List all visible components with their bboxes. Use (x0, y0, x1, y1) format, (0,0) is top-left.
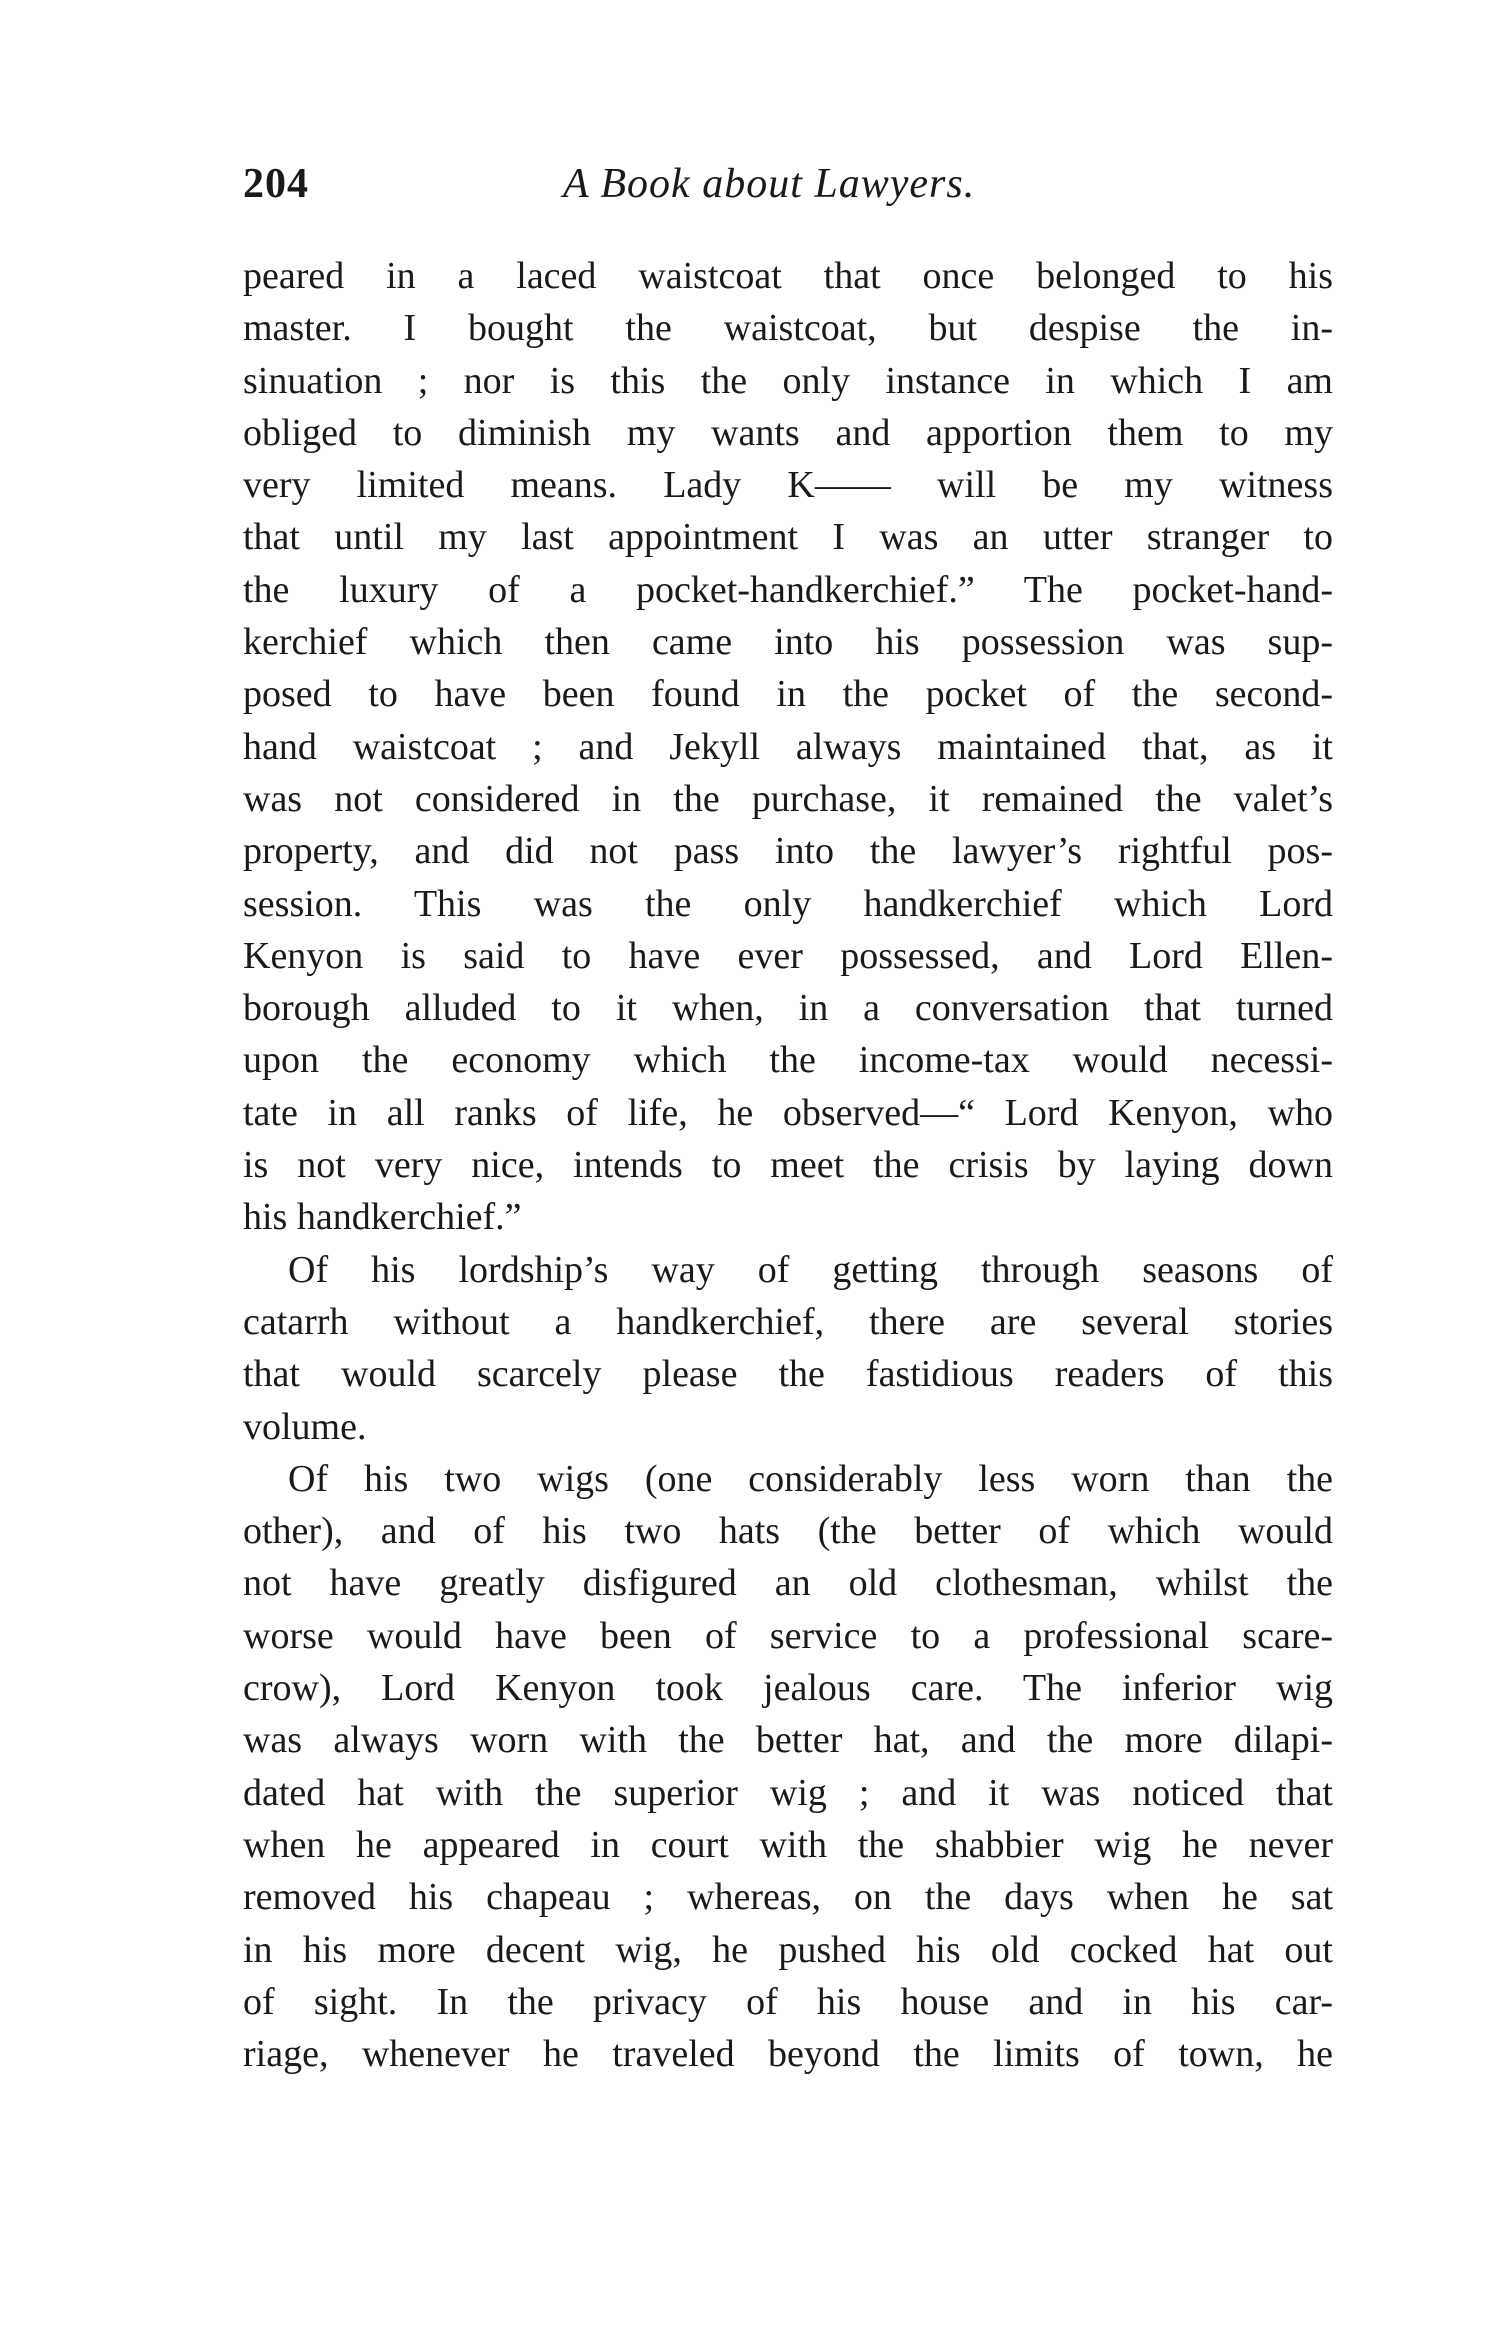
body-text (243, 250, 1333, 2080)
paragraph (243, 1244, 1333, 1453)
text-line: Of his lordship’s way of getting through seasons of (288, 1248, 1333, 1291)
text-line: volume. (243, 1405, 367, 1448)
text-line: was always worn with the better hat, and the more dilapi- (243, 1719, 1333, 1762)
text-line: removed his chapeau ; whereas, on the days when he sat (243, 1876, 1333, 1919)
paragraph (243, 250, 1333, 1244)
text-line: is not very nice, intends to meet the crisis by laying down (243, 1144, 1333, 1187)
text-line: master. I bought the waistcoat, but despise the in- (243, 307, 1333, 350)
text-line: Kenyon is said to have ever possessed, and Lord Ellen- (243, 934, 1333, 977)
text-line: very limited means. Lady K—— will be my witness (243, 464, 1333, 507)
running-title: A Book about Lawyers. (563, 161, 976, 207)
text-line: Of his two wigs (one considerably less worn than the (288, 1457, 1333, 1500)
text-line: other), and of his two hats (the better of which would (243, 1510, 1333, 1553)
text-line: that would scarcely please the fastidious readers of this (243, 1353, 1333, 1396)
text-line: not have greatly disfigured an old clothesman, whilst the (243, 1562, 1333, 1605)
text-line: his handkerchief.” (243, 1196, 522, 1239)
text-line: posed to have been found in the pocket of the second- (243, 673, 1333, 716)
page-number: 204 (243, 161, 309, 207)
text-line: peared in a laced waistcoat that once belonged to his (243, 255, 1333, 297)
text-line: when he appeared in court with the shabbier wig he never (243, 1823, 1333, 1866)
running-head (243, 160, 1333, 220)
text-line: crow), Lord Kenyon took jealous care. The inferior wig (243, 1667, 1333, 1710)
text-line: riage, whenever he traveled beyond the limits of town, he (243, 2033, 1333, 2076)
text-line: of sight. In the privacy of his house and in his car- (243, 1980, 1333, 2023)
text-line: the luxury of a pocket-handkerchief.” The pocket-hand- (243, 568, 1333, 611)
text-line: tate in all ranks of life, he observed—“ Lord Kenyon, who (243, 1091, 1333, 1134)
text-line: upon the economy which the income-tax would necessi- (243, 1039, 1333, 1082)
text-line: kerchief which then came into his possession was sup- (243, 621, 1333, 664)
text-line: was not considered in the purchase, it remained the valet’s (243, 777, 1333, 820)
text-line: worse would have been of service to a professional scare- (243, 1614, 1333, 1657)
text-line: that until my last appointment I was an utter stranger to (243, 516, 1333, 559)
text-line: sinuation ; nor is this the only instance in which I am (243, 359, 1333, 402)
text-line: borough alluded to it when, in a conversation that turned (243, 987, 1333, 1030)
text-line: catarrh without a handkerchief, there are several stories (243, 1300, 1333, 1343)
text-line: in his more decent wig, he pushed his old cocked hat out (243, 1928, 1333, 1971)
text-line: hand waistcoat ; and Jekyll always maintained that, as it (243, 725, 1333, 768)
text-line: property, and did not pass into the lawyer’s rightful pos- (243, 830, 1333, 873)
text-line: obliged to diminish my wants and apportion them to my (243, 411, 1333, 454)
text-line: session. This was the only handkerchief which Lord (243, 882, 1333, 925)
paragraph (243, 1453, 1333, 2081)
text-line: dated hat with the superior wig ; and it was noticed that (243, 1771, 1333, 1814)
